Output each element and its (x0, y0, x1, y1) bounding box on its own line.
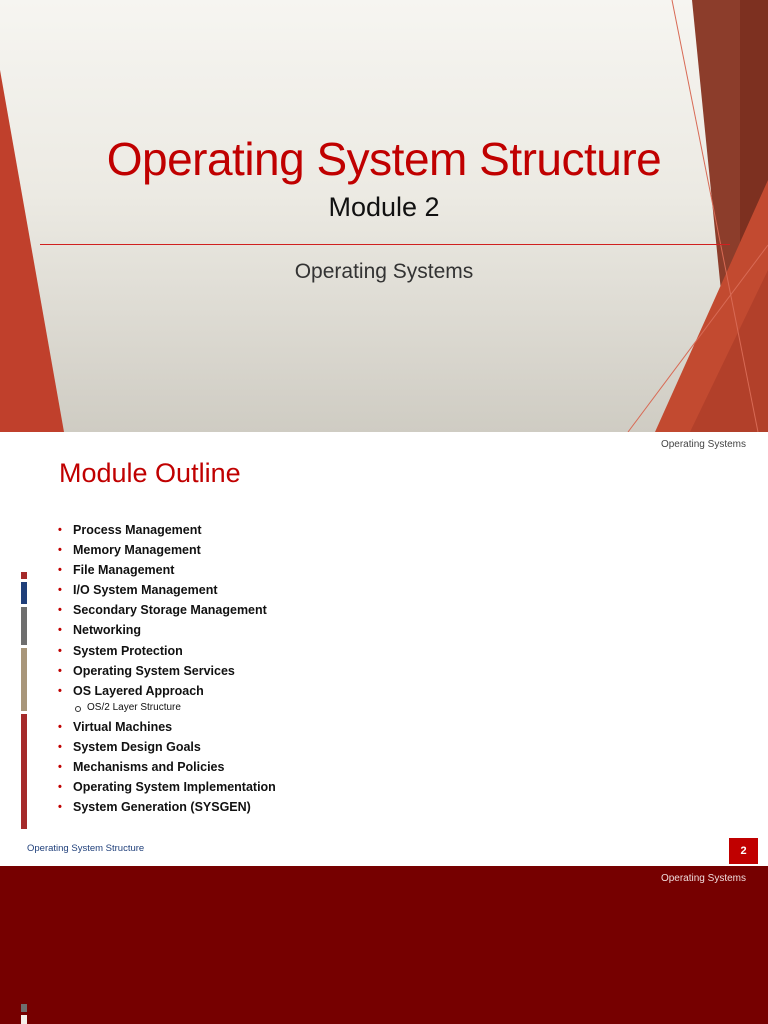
list-item: • OS Layered Approach OS/2 Layer Structure (58, 681, 276, 715)
accent-bar-red (21, 714, 27, 829)
list-item: • I/O System Management (58, 580, 276, 600)
list-item: • System Protection (58, 641, 276, 661)
accent-bar-gray (21, 1004, 27, 1012)
accent-bar-gray (21, 607, 27, 645)
list-item: • Virtual Machines (58, 717, 276, 737)
bullet-icon: • (58, 604, 62, 617)
accent-bar-tan (21, 648, 27, 711)
bullet-icon: • (58, 720, 62, 733)
list-item: • Memory Management (58, 540, 276, 560)
list-item: • Operating System Services (58, 661, 276, 681)
sub-list-item: OS/2 Layer Structure (73, 701, 276, 715)
bullet-icon: • (58, 524, 62, 536)
list-item: • Secondary Storage Management (58, 600, 276, 620)
slide-title: Operating System Structure (106, 133, 662, 185)
list-item: • System Generation (SYSGEN) (58, 797, 276, 817)
divider (40, 244, 730, 245)
course-name: Operating Systems (294, 260, 474, 283)
bullet-icon: • (58, 644, 62, 657)
list-item: • System Design Goals (58, 737, 276, 757)
bullet-icon: • (58, 564, 62, 577)
bullet-icon: • (58, 740, 62, 753)
page-number: 2 (729, 838, 758, 864)
outline-slide (0, 432, 768, 866)
outline-title: Module Outline (59, 458, 241, 488)
left-red-shape (0, 70, 64, 432)
list-item: • Process Management (58, 520, 276, 540)
bullet-icon: • (58, 761, 62, 774)
sub-list (73, 701, 276, 715)
slide-footer: Operating System Structure (27, 843, 145, 854)
bullet-icon: • (58, 584, 62, 597)
bullet-icon: • (58, 781, 62, 794)
bullet-icon: • (58, 684, 62, 697)
slide-header: Operating Systems (660, 873, 746, 884)
bullet-icon: • (58, 624, 62, 637)
list-item: • Networking (58, 620, 276, 640)
accent-bar-navy (21, 582, 27, 604)
outline-list (58, 520, 276, 817)
slide-header: Operating Systems (660, 439, 746, 450)
accent-bar-light (21, 1015, 27, 1024)
list-item: • Mechanisms and Policies (58, 757, 276, 777)
list-item: • File Management (58, 560, 276, 580)
slide-subtitle: Module 2 (328, 192, 440, 222)
accent-bar-red-top (21, 572, 27, 579)
bullet-icon: • (58, 801, 62, 814)
bullet-icon: • (58, 544, 62, 557)
next-slide (0, 866, 768, 1024)
circle-bullet-icon (75, 706, 81, 712)
list-item: • Operating System Implementation (58, 777, 276, 797)
bullet-icon: • (58, 664, 62, 677)
title-slide (0, 0, 768, 432)
